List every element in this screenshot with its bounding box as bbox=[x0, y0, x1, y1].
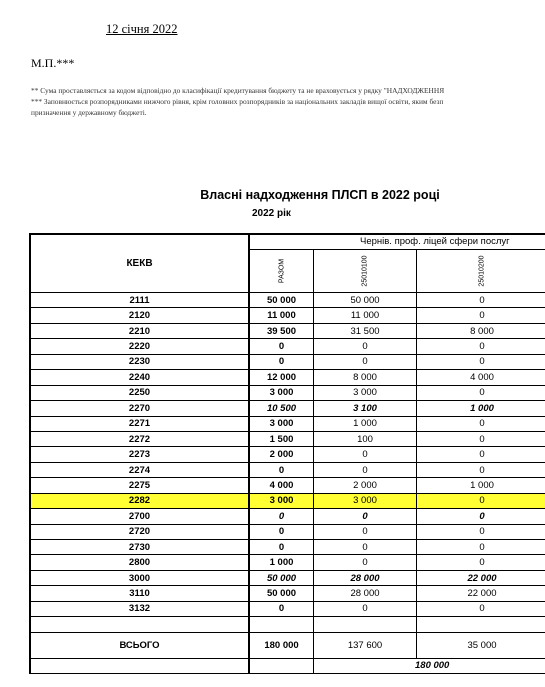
code2-cell: 4 000 bbox=[417, 370, 545, 385]
table-row bbox=[29, 401, 545, 416]
stamp-place-label: М.П.*** bbox=[31, 56, 75, 70]
code2-cell: 0 bbox=[417, 509, 545, 524]
table-row bbox=[29, 540, 545, 555]
kekv-cell: 2250 bbox=[31, 386, 250, 401]
code2-cell: 0 bbox=[417, 355, 545, 370]
code1-cell: 0 bbox=[314, 509, 417, 524]
total-cell: 4 000 bbox=[250, 478, 314, 493]
code2-cell: 0 bbox=[417, 386, 545, 401]
total-cell: 50 000 bbox=[250, 293, 314, 308]
code2-cell: 8 000 bbox=[417, 324, 545, 339]
grand-total-empty bbox=[250, 659, 314, 673]
total-sum: 180 000 bbox=[250, 633, 314, 659]
total-code-1: 137 600 bbox=[314, 633, 417, 659]
table-row bbox=[29, 339, 545, 354]
subheader-code-1: 25010100 bbox=[314, 249, 417, 292]
code2-cell: 0 bbox=[417, 525, 545, 540]
table-row bbox=[29, 308, 545, 323]
kekv-cell: 2730 bbox=[31, 540, 250, 555]
total-code-2: 35 000 bbox=[417, 633, 545, 659]
code1-cell: 3 100 bbox=[314, 401, 417, 416]
total-cell: 3 000 bbox=[250, 386, 314, 401]
code2-cell: 0 bbox=[417, 339, 545, 354]
report-title: Власні надходження ПЛСП в 2022 році bbox=[200, 188, 440, 202]
table-row bbox=[29, 293, 545, 308]
code1-cell: 0 bbox=[314, 447, 417, 462]
kekv-cell: 2220 bbox=[31, 339, 250, 354]
kekv-cell: 2120 bbox=[31, 308, 250, 323]
kekv-cell: 2271 bbox=[31, 417, 250, 432]
total-cell: 39 500 bbox=[250, 324, 314, 339]
code1-cell: 28 000 bbox=[314, 586, 417, 601]
table-row bbox=[29, 432, 545, 447]
code1-cell: 0 bbox=[314, 602, 417, 617]
code1-cell: 0 bbox=[314, 540, 417, 555]
table-row bbox=[29, 571, 545, 586]
code2-cell: 0 bbox=[417, 447, 545, 462]
table-row bbox=[29, 370, 545, 385]
total-cell: 0 bbox=[250, 602, 314, 617]
code1-cell: 0 bbox=[314, 463, 417, 478]
total-cell: 0 bbox=[250, 355, 314, 370]
group-header: Чернів. проф. ліцей сфери послуг bbox=[250, 235, 545, 250]
kekv-cell: 3110 bbox=[31, 586, 250, 601]
total-cell: 10 500 bbox=[250, 401, 314, 416]
total-cell: 0 bbox=[250, 463, 314, 478]
table-row bbox=[29, 324, 545, 339]
kekv-cell: 2111 bbox=[31, 293, 250, 308]
code2-cell: 0 bbox=[417, 432, 545, 447]
grand-total-cell bbox=[417, 659, 545, 673]
grand-total-label bbox=[31, 659, 250, 673]
kekv-cell: 3000 bbox=[31, 571, 250, 586]
table-row bbox=[29, 355, 545, 370]
code2-cell: 0 bbox=[417, 417, 545, 432]
total-cell bbox=[250, 617, 314, 632]
code1-cell: 3 000 bbox=[314, 494, 417, 509]
kekv-cell: 2720 bbox=[31, 525, 250, 540]
code1-cell: 8 000 bbox=[314, 370, 417, 385]
kekv-cell: 2275 bbox=[31, 478, 250, 493]
kekv-cell: 2210 bbox=[31, 324, 250, 339]
footnote-3: призначення у державному бюджеті. bbox=[31, 108, 147, 117]
total-cell: 0 bbox=[250, 540, 314, 555]
table-row bbox=[29, 386, 545, 401]
subheader-code-2: 25010200 bbox=[478, 254, 486, 287]
footnote-2: *** Заповнюється розпорядниками нижчого рівня, крім головних розпорядників за національних закладів вищої освіти, яким безп bbox=[31, 97, 444, 106]
code1-cell: 2 000 bbox=[314, 478, 417, 493]
table-row bbox=[29, 525, 545, 540]
code2-cell: 0 bbox=[417, 463, 545, 478]
table-row bbox=[29, 617, 545, 632]
report-year: 2022 рік bbox=[252, 208, 291, 219]
total-label: ВСЬОГО bbox=[31, 633, 250, 659]
kekv-cell: 2270 bbox=[31, 401, 250, 416]
document-date: 12 січня 2022 bbox=[106, 22, 178, 36]
total-cell: 1 000 bbox=[250, 555, 314, 570]
code2-cell: 0 bbox=[417, 308, 545, 323]
kekv-header: КЕКВ bbox=[31, 235, 250, 292]
code1-cell: 31 500 bbox=[314, 324, 417, 339]
grand-total-empty-2 bbox=[314, 659, 417, 673]
kekv-cell: 2282 bbox=[31, 494, 250, 509]
kekv-cell: 2274 bbox=[31, 463, 250, 478]
code2-cell: 1 000 bbox=[417, 401, 545, 416]
total-cell: 50 000 bbox=[250, 571, 314, 586]
kekv-cell: 2272 bbox=[31, 432, 250, 447]
total-row bbox=[29, 633, 545, 659]
grand-total-value: 180 000 bbox=[415, 660, 450, 672]
total-cell: 2 000 bbox=[250, 447, 314, 462]
kekv-cell: 2273 bbox=[31, 447, 250, 462]
table-row bbox=[29, 555, 545, 570]
code1-cell: 0 bbox=[314, 339, 417, 354]
table-row bbox=[29, 417, 545, 432]
table-header bbox=[29, 233, 545, 293]
code2-cell: 0 bbox=[417, 555, 545, 570]
total-cell: 0 bbox=[250, 525, 314, 540]
footnote-1: ** Сума проставляється за кодом відповідно до класифікації кредитування бюджету та не враховується у рядку "НАДХОДЖЕННЯ bbox=[31, 86, 445, 95]
total-cell: 3 000 bbox=[250, 494, 314, 509]
total-cell: 1 500 bbox=[250, 432, 314, 447]
table-row bbox=[29, 509, 545, 524]
code2-cell: 0 bbox=[417, 293, 545, 308]
code1-cell: 1 000 bbox=[314, 417, 417, 432]
kekv-cell: 2230 bbox=[31, 355, 250, 370]
code2-cell: 0 bbox=[417, 540, 545, 555]
code1-cell: 0 bbox=[314, 525, 417, 540]
table-body bbox=[29, 293, 545, 633]
code2-cell: 22 000 bbox=[417, 586, 545, 601]
code1-cell: 3 000 bbox=[314, 386, 417, 401]
code1-cell: 28 000 bbox=[314, 571, 417, 586]
code1-cell: 50 000 bbox=[314, 293, 417, 308]
code2-cell: 1 000 bbox=[417, 478, 545, 493]
code2-cell: 22 000 bbox=[417, 571, 545, 586]
code1-cell bbox=[314, 617, 417, 632]
kekv-cell bbox=[31, 617, 250, 632]
subheader-total: РАЗОМ bbox=[250, 249, 314, 292]
grand-total-row bbox=[29, 659, 545, 674]
code1-cell: 11 000 bbox=[314, 308, 417, 323]
kekv-cell: 2700 bbox=[31, 509, 250, 524]
total-cell: 0 bbox=[250, 339, 314, 354]
total-cell: 50 000 bbox=[250, 586, 314, 601]
table-row bbox=[29, 494, 545, 509]
table-row bbox=[29, 602, 545, 617]
table-row bbox=[29, 463, 545, 478]
total-cell: 11 000 bbox=[250, 308, 314, 323]
code1-cell: 0 bbox=[314, 555, 417, 570]
budget-table bbox=[29, 233, 545, 674]
total-cell: 0 bbox=[250, 509, 314, 524]
kekv-cell: 2800 bbox=[31, 555, 250, 570]
code2-cell bbox=[417, 617, 545, 632]
kekv-cell: 3132 bbox=[31, 602, 250, 617]
code2-cell: 0 bbox=[417, 494, 545, 509]
footnotes bbox=[31, 85, 545, 118]
table-row bbox=[29, 478, 545, 493]
code2-cell: 0 bbox=[417, 602, 545, 617]
table-row bbox=[29, 447, 545, 462]
table-row bbox=[29, 586, 545, 601]
kekv-cell: 2240 bbox=[31, 370, 250, 385]
code1-cell: 100 bbox=[314, 432, 417, 447]
total-cell: 3 000 bbox=[250, 417, 314, 432]
total-cell: 12 000 bbox=[250, 370, 314, 385]
code1-cell: 0 bbox=[314, 355, 417, 370]
